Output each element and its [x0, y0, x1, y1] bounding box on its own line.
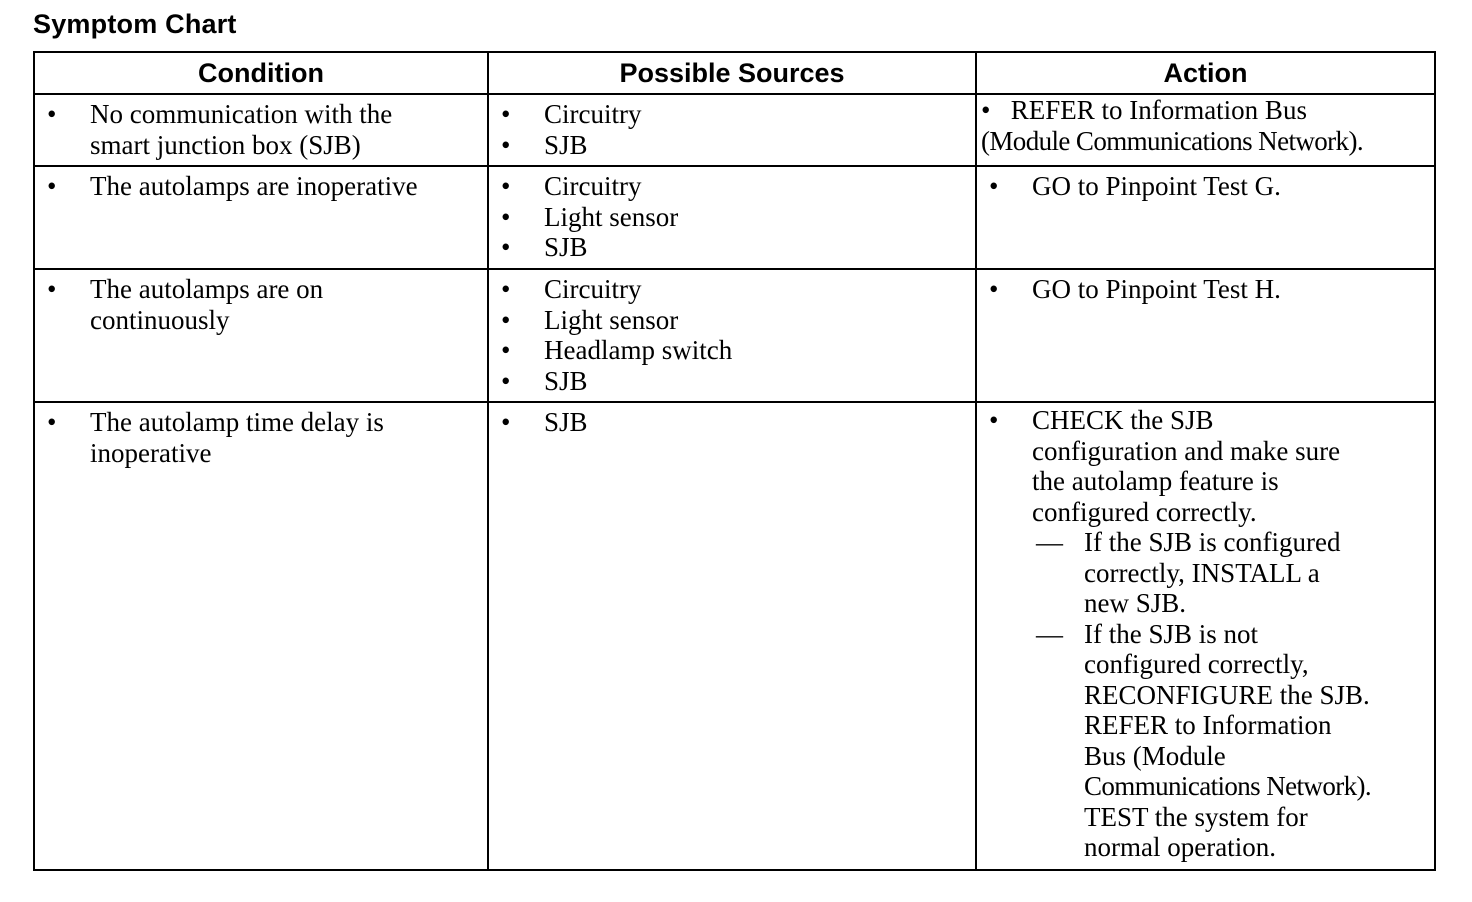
bullet-icon: • — [47, 99, 57, 129]
table-row — [34, 94, 1435, 166]
bullet-icon: • — [501, 232, 511, 262]
condition-item: • No communication with the smart junction box (SJB) — [47, 99, 393, 160]
source-item: • SJB — [501, 129, 588, 160]
sources-cell — [488, 166, 976, 269]
action-cell — [976, 269, 1435, 402]
bullet-icon: • — [981, 95, 991, 125]
dash-icon: — — [1036, 527, 1063, 557]
bullet-icon: • — [989, 405, 999, 435]
condition-cell — [34, 269, 488, 402]
bullet-icon: • — [47, 407, 57, 437]
condition-item: • The autolamps are on continuously — [47, 274, 324, 335]
sources-cell — [488, 94, 976, 166]
source-item: • Headlamp switch — [501, 335, 733, 365]
action-item: • CHECK the SJB configuration and make sure the autolamp feature is configured correctly. — If the SJB is configured correctly, INSTALL a new SJB. — If the SJB is not configured correctly, RECONFIGURE the SJB. REFER to Information Bus (Module Communications Network). TEST the system for normal operation. — [977, 405, 1434, 863]
bullet-icon: • — [501, 201, 511, 232]
table-row — [34, 402, 1435, 870]
sources-cell — [488, 269, 976, 402]
source-item: • Light sensor — [501, 201, 679, 232]
action-sub-item: — If the SJB is not configured correctly, RECONFIGURE the SJB. REFER to Information Bus (Module Communications Network). TEST the system for normal operation. — [1036, 618, 1372, 862]
page-title: Symptom Chart — [33, 9, 237, 39]
header-condition: Condition — [34, 52, 488, 94]
sources-cell — [488, 402, 976, 870]
header-action: Action — [976, 52, 1435, 94]
action-sub-item: — If the SJB is configured correctly, INSTALL a new SJB. — [1036, 527, 1341, 618]
action-item: • GO to Pinpoint Test H. — [989, 274, 1281, 304]
dash-icon: — — [1036, 618, 1063, 649]
condition-item: • The autolamps are inoperative — [47, 171, 418, 201]
bullet-icon: • — [501, 99, 511, 129]
symptom-chart-table — [33, 51, 1436, 871]
source-item: • Light sensor — [501, 304, 679, 335]
condition-cell — [34, 166, 488, 269]
source-item: • SJB — [501, 365, 588, 396]
source-item: • Circuitry — [501, 171, 642, 201]
bullet-icon: • — [501, 129, 511, 160]
action-item: • REFER to Information Bus (Module Communications Network). — [981, 95, 1363, 156]
action-item: • GO to Pinpoint Test G. — [989, 171, 1281, 201]
action-cell — [976, 166, 1435, 269]
bullet-icon: • — [501, 365, 511, 396]
bullet-icon: • — [47, 171, 57, 201]
condition-cell — [34, 402, 488, 870]
bullet-icon: • — [989, 274, 999, 304]
condition-item: • The autolamp time delay is inoperative — [47, 407, 384, 468]
bullet-icon: • — [47, 274, 57, 304]
table-row — [34, 269, 1435, 402]
source-item: • SJB — [501, 232, 588, 262]
bullet-icon: • — [501, 407, 511, 437]
action-cell — [976, 402, 1435, 870]
action-cell — [976, 94, 1435, 166]
table-row — [34, 166, 1435, 269]
condition-cell — [34, 94, 488, 166]
source-item: • SJB — [501, 407, 588, 437]
bullet-icon: • — [989, 171, 999, 201]
source-item: • Circuitry — [501, 274, 642, 304]
bullet-icon: • — [501, 304, 511, 335]
bullet-icon: • — [501, 171, 511, 201]
header-possible-sources: Possible Sources — [488, 52, 976, 94]
bullet-icon: • — [501, 335, 511, 365]
bullet-icon: • — [501, 274, 511, 304]
source-item: • Circuitry — [501, 99, 642, 129]
header-row — [34, 52, 1435, 94]
